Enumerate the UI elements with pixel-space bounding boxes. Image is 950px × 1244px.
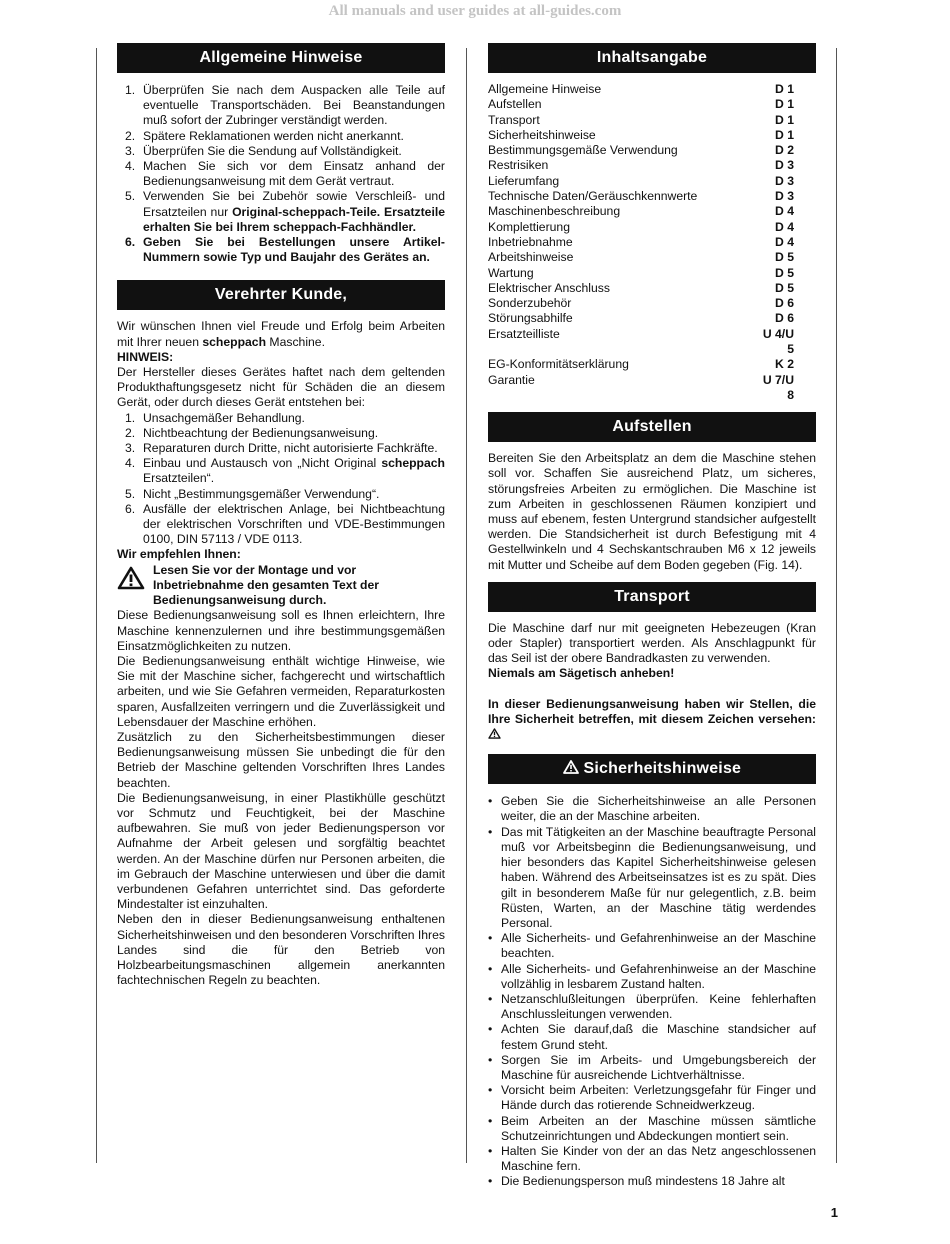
toc-row [488, 97, 816, 112]
section-heading-sicherheitshinweise: Sicherheitshinweise [488, 754, 816, 784]
warning-triangle-icon [117, 566, 145, 590]
transport-text: Die Maschine darf nur mit geeigneten Hebezeugen (Kran oder Stapler) transportiert werden. Als Anschlagpunkt für das Seil ist der obere Bandradkasten zu verwenden. Niemals am Sägetisch anheben! In dieser Bedienungsanweisung haben wir Stellen, die Ihre Sicherheit betreffen, mit diesem Zeichen versehen: [488, 621, 816, 742]
toc-row [488, 296, 816, 311]
list-item: 6. Ausfälle der elektrischen Anlage, bei Nichtbeachtung der elektrischen Vorschriften und VDE-Bestimmungen 0100, DIN 57113 / VDE 0113. [125, 501, 445, 547]
toc-page: D 5 [775, 265, 794, 280]
toc-label: Arbeitshinweise [488, 250, 574, 265]
left-column [117, 43, 445, 988]
section-heading-aufstellen: Aufstellen [488, 412, 816, 442]
toc-row [488, 82, 816, 97]
right-column [488, 43, 816, 1190]
toc-row [488, 189, 816, 204]
toc-row [488, 174, 816, 189]
list-item: 4. Einbau und Austausch von „Nicht Original scheppach Ersatzteilen“. [125, 456, 445, 486]
section-heading-inhaltsangabe: Inhaltsangabe [488, 43, 816, 73]
list-item: • Die Bedienungsperson muß mindestens 18 Jahre alt [488, 1174, 816, 1189]
toc-page: D 1 [775, 97, 794, 112]
left-margin-rule [96, 48, 97, 1163]
list-item: • Geben Sie die Sicherheitshinweise an alle Personen weiter, die an der Maschine arbeiten. [488, 794, 816, 824]
manual-paragraphs: Diese Bedienungsanweisung soll es Ihnen erleichtern, Ihre Maschine kennenzulernen und ihre bestimmungsgemäßen Einsatzmöglichkeiten zu nutzen. Die Bedienungsanweisung enthält wichtige Hinweise, wie Sie mit der Maschine sicher, fachgerecht und wirtschaftlich arbeiten, und wie Sie Gefahren vermeiden, Reparaturkosten sparen, Ausfallzeiten verringern und die Zuverlässigkeit und Lebensdauer der Maschine erhöhen. Zusätzlich zu den Sicherheitsbestimmungen dieser Bedienungsanweisung müssen Sie unbedingt die für den Betrieb der Maschine geltenden Vorschriften Ihres Landes beachten. Die Bedienungsanweisung, in einer Plastikhülle geschützt vor Schmutz und Feuchtigkeit, bei der Maschine aufbewahren. Sie muß von jeder Bedienungsperson vor Aufnahme der Arbeit gelesen und sorgfältig beachtet werden. An der Maschine dürfen nur Personen arbeiten, die im Gebrauch der Maschine unterwiesen und über die damit verbundenen Gefahren unterrichtet sind. Das geforderte Mindestalter ist einzuhalten. Neben den in dieser Bedienungsanweisung enthaltenen Sicherheitshinweisen und den besonderen Vorschriften Ihres Landes sind die für den Betrieb von Holzbearbeitungsmaschinen allgemein anerkannten fachtechnischen Regeln zu beachten. [117, 608, 445, 988]
toc-row [488, 373, 816, 404]
table-of-contents [488, 82, 816, 403]
toc-row [488, 113, 816, 128]
toc-row [488, 311, 816, 326]
toc-page: D 5 [775, 250, 794, 265]
toc-page: D 5 [775, 280, 794, 295]
watermark: All manuals and user guides at all-guides.com [328, 3, 622, 19]
toc-row [488, 128, 816, 143]
list-item: • Beim Arbeiten an der Maschine müssen sämtliche Schutzeinrichtungen und Abdeckungen montiert sein. [488, 1114, 816, 1144]
toc-page: D 6 [775, 296, 794, 311]
safety-symbol-note: In dieser Bedienungsanweisung haben wir Stellen, die Ihre Sicherheit betreffen, mit diesem Zeichen versehen: [488, 697, 816, 743]
list-item: 3. Reparaturen durch Dritte, nicht autorisierte Fachkräfte. [125, 441, 438, 456]
list-item: • Das mit Tätigkeiten an der Maschine beauftragte Personal muß vor Arbeitsbeginn die Bedienungsanweisung, und hier besonders das Kapitel Sicherheitshinweise gelesen haben. Während des Arbeitseinsatzes ist es zu spät. Dies gilt in besonderem Maße für nur gelegentlich, z.B. beim Rüsten, Warten, an der Maschine tätig werdendes Personal. [488, 825, 816, 931]
right-margin-rule [836, 48, 837, 1163]
empfehlen-label: Wir empfehlen Ihnen: [117, 547, 241, 562]
list-item: • Halten Sie Kinder von der an das Netz angeschlossenen Maschine fern. [488, 1144, 816, 1174]
toc-row [488, 266, 816, 281]
toc-label: Technische Daten/Geräuschkennwerte [488, 189, 698, 204]
toc-page: D 3 [775, 158, 794, 173]
toc-row [488, 357, 816, 372]
toc-label: Maschinenbeschreibung [488, 204, 621, 219]
toc-row [488, 143, 816, 158]
toc-row [488, 220, 816, 235]
toc-row [488, 235, 816, 250]
list-item: • Alle Sicherheits- und Gefahrenhinweise an der Maschine vollzählig in lesbarem Zustand halten. [488, 962, 816, 992]
intro-text: Wir wünschen Ihnen viel Freude und Erfolg beim Arbeiten mit Ihrer neuen scheppach Maschine. HINWEIS: Der Hersteller dieses Gerätes haftet nach dem geltenden Produkthaftungsgesetz nicht für Schäden die an diesem Gerät, oder durch dieses Gerät entstehen bei: [117, 319, 445, 410]
list-item: 1. Unsachgemäßer Behandlung. [125, 410, 305, 425]
section-heading-allgemeine-hinweise: Allgemeine Hinweise [117, 43, 445, 73]
toc-page: U 4/U 5 [762, 326, 794, 357]
toc-page: D 4 [775, 219, 794, 234]
toc-page: D 4 [775, 234, 794, 249]
page-number: 1 [830, 1205, 838, 1220]
toc-label: Inbetriebnahme [488, 234, 573, 249]
list-item: • Netzanschlußleitungen überprüfen. Keine fehlerhaften Anschlussleitungen verwenden. [488, 992, 816, 1022]
toc-page: U 7/U 8 [762, 372, 794, 402]
toc-label: Garantie [488, 372, 535, 387]
toc-label: Elektrischer Anschluss [488, 280, 610, 295]
toc-page: D 3 [775, 173, 794, 188]
list-item: • Sorgen Sie im Arbeits- und Umgebungsbereich der Maschine für ausreichende Lichtverhältnisse. [488, 1053, 816, 1083]
warning-read-manual: Lesen Sie vor der Montage und vor Inbetriebnahme den gesamten Text der Bedienungsanweisung durch. [117, 563, 445, 609]
toc-label: Wartung [488, 265, 534, 280]
warning-triangle-icon [563, 760, 579, 774]
list-item: 1. Überprüfen Sie nach dem Auspacken alle Teile auf eventuelle Transportschäden. Bei Beanstandungen muß sofort der Zubringer verständigt werden. [125, 83, 445, 128]
hinweis-label: HINWEIS: [117, 349, 174, 364]
toc-row [488, 250, 816, 265]
safety-list [488, 794, 816, 1189]
toc-label: Restrisiken [488, 158, 549, 173]
toc-page: D 2 [775, 143, 794, 158]
toc-page: D 4 [775, 204, 794, 219]
toc-row [488, 327, 816, 358]
toc-row [488, 281, 816, 296]
toc-label: Ersatzteilliste [488, 326, 560, 341]
toc-label: Bestimmungsgemäße Verwendung [488, 143, 678, 158]
toc-row [488, 204, 816, 219]
transport-warning: Niemals am Sägetisch anheben! [488, 666, 675, 681]
aufstellen-text: Bereiten Sie den Arbeitsplatz an dem die Maschine stehen soll vor. Schaffen Sie ausreichend Platz, um sicheres, störungsfreies Arbeiten zu ermöglichen. Die Maschine ist zum Arbeiten in geschlossenen Räumen konzipiert und muss auf ebenem, festen Untergrund standsicher aufgestellt werden. Die Standsicherheit ist durch Befestigung mit 4 Gestellwinkeln und 4 Sechskantschrauben M6 x 12 jeweils mit Mutter und Scheibe auf dem Boden gegeben (Fig. 14). [488, 451, 816, 572]
toc-page: D 6 [775, 311, 794, 326]
list-item: 2. Spätere Reklamationen werden nicht anerkannt. [125, 128, 404, 143]
toc-label: Komplettierung [488, 219, 570, 234]
toc-page: D 1 [775, 82, 794, 96]
list-item: 5. Nicht „Bestimmungsgemäßer Verwendung“. [125, 486, 380, 501]
toc-row [488, 158, 816, 173]
toc-label: Störungsabhilfe [488, 311, 573, 326]
section-heading-verehrter-kunde: Verehrter Kunde, [117, 280, 445, 310]
list-item: 3. Überprüfen Sie die Sendung auf Vollständigkeit. [125, 143, 402, 158]
toc-page: D 3 [775, 189, 794, 204]
hinweis-list [117, 411, 445, 548]
toc-label: Aufstellen [488, 97, 542, 112]
toc-label: EG-Konformitätserklärung [488, 357, 629, 372]
section-heading-transport: Transport [488, 582, 816, 612]
list-item: • Alle Sicherheits- und Gefahrenhinweise an der Maschine beachten. [488, 931, 816, 961]
list-item: 4. Machen Sie sich vor dem Einsatz anhand der Bedienungsanweisung mit dem Gerät vertraut. [125, 159, 445, 189]
allgemeine-hinweise-list [117, 83, 445, 265]
list-item: 5. Verwenden Sie bei Zubehör sowie Verschleiß- und Ersatzteilen nur Original-scheppach-Teile. Ersatzteile erhalten Sie bei Ihrem scheppach-Fachhändler. [125, 189, 445, 234]
list-item: 2. Nichtbeachtung der Bedienungsanweisung. [125, 425, 379, 440]
toc-label: Sonderzubehör [488, 296, 572, 311]
toc-label: Lieferumfang [488, 173, 560, 188]
toc-label: Sicherheitshinweise [488, 127, 596, 142]
hinweis-text: Der Hersteller dieses Gerätes haftet nach dem geltenden Produkthaftungsgesetz nicht für Schäden die an diesem Gerät, oder durch dieses Gerät entstehen bei: [117, 365, 445, 410]
toc-label: Transport [488, 112, 540, 127]
center-rule [466, 48, 467, 1163]
list-item: 6. Geben Sie bei Bestellungen unsere Artikel-Nummern sowie Typ und Baujahr des Gerätes an. [125, 235, 445, 265]
toc-page: D 1 [775, 112, 794, 127]
warning-triangle-icon [488, 728, 501, 739]
list-item: • Vorsicht beim Arbeiten: Verletzungsgefahr für Finger und Hände durch das rotierende Schneidwerkzeug. [488, 1083, 816, 1113]
toc-page: K 2 [775, 357, 794, 372]
toc-label: Allgemeine Hinweise [488, 82, 602, 96]
list-item: • Achten Sie darauf,daß die Maschine standsicher auf festem Grund steht. [488, 1022, 816, 1052]
toc-page: D 1 [775, 127, 794, 142]
